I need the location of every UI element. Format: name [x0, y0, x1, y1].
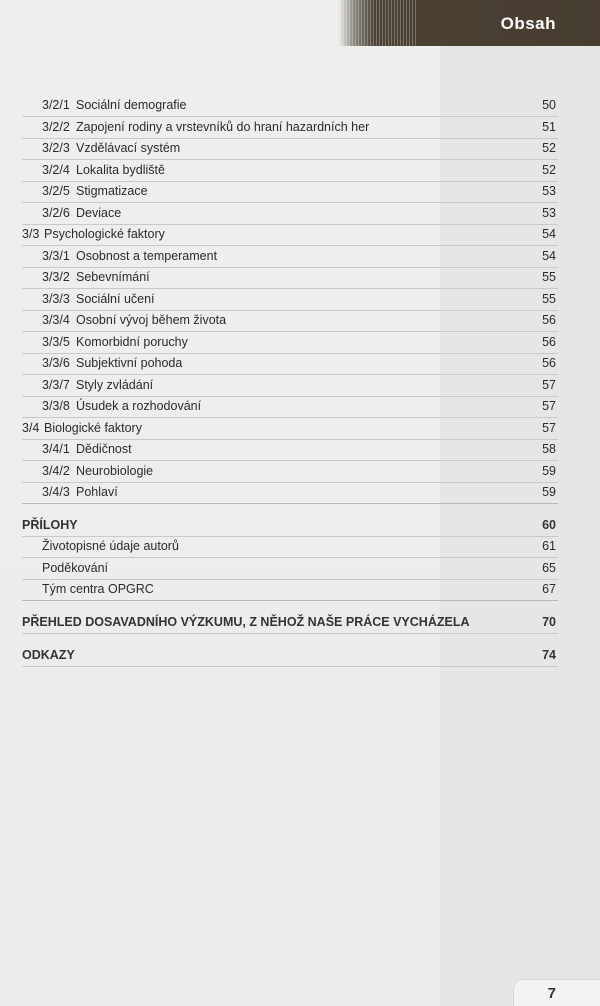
- toc-entry-number: 3/4/2: [42, 463, 70, 478]
- toc-entry[interactable]: [22, 482, 558, 504]
- toc-section-prilohy[interactable]: [22, 514, 558, 537]
- toc-entry-page: 53: [542, 205, 556, 220]
- toc-entry[interactable]: [22, 332, 558, 354]
- toc-entry[interactable]: [22, 138, 558, 160]
- chapter-header-bar: [338, 0, 600, 46]
- toc-appendix-entry[interactable]: [22, 558, 558, 580]
- toc-section-prehled[interactable]: [22, 611, 558, 634]
- toc-entry[interactable]: [22, 439, 558, 461]
- toc-entry-page: 65: [542, 560, 556, 575]
- toc-entry[interactable]: [22, 203, 558, 225]
- toc-entry-title: Osobní vývoj během života: [76, 313, 227, 327]
- toc-entry-title: Pohlaví: [76, 485, 118, 499]
- toc-entry[interactable]: [22, 353, 558, 375]
- toc-section-title: PŘEHLED DOSAVADNÍHO VÝZKUMU, Z NĚHOŽ NAŠE PRÁCE VYCHÁZELA: [22, 615, 470, 629]
- toc-entry-page: 55: [542, 291, 556, 306]
- toc-appendix-entry[interactable]: [22, 579, 558, 601]
- header-stripes: [338, 0, 418, 46]
- toc-entry-title: Zapojení rodiny a vrstevníků do hraní hazardních her: [76, 119, 370, 134]
- page-number-tab: [513, 979, 600, 1006]
- toc-entry-title: Stigmatizace: [76, 184, 148, 198]
- toc-entry-page: 54: [542, 227, 556, 241]
- toc-entry-number: 3/2/6: [42, 205, 70, 220]
- toc-entry-title: Komorbidní poruchy: [76, 334, 188, 349]
- page-number: 7: [547, 985, 556, 1002]
- toc-entry-page: 59: [542, 463, 556, 478]
- chapter-title: Obsah: [500, 14, 556, 33]
- toc-entry-title: Úsudek a rozhodování: [76, 399, 202, 413]
- toc-entry[interactable]: [22, 310, 558, 332]
- toc-entry-page: 56: [542, 334, 556, 349]
- toc-entry-title: Lokalita bydliště: [76, 162, 165, 177]
- toc-entry-number: 3/4/1: [42, 442, 70, 456]
- toc-entry-title: Neurobiologie: [76, 463, 154, 478]
- toc-entry-page: 59: [542, 485, 556, 499]
- toc-entry-title: Vzdělávací systém: [76, 141, 181, 155]
- toc-appendix-entry[interactable]: [22, 536, 558, 558]
- toc-entry-number: 3/4: [22, 420, 40, 435]
- toc-entry-number: 3/3/1: [42, 248, 70, 263]
- toc-entry-title: Sociální učení: [76, 291, 155, 306]
- toc-section-page: 74: [542, 648, 556, 662]
- toc-entry-number: 3/2/5: [42, 184, 70, 198]
- toc-entry[interactable]: [22, 396, 558, 418]
- toc-entry-page: 51: [542, 119, 556, 134]
- toc-section-odkazy[interactable]: [22, 644, 558, 667]
- toc-entry-title: Psychologické faktory: [44, 227, 165, 241]
- toc-entry-number: 3/3/4: [42, 313, 70, 327]
- toc-entry-title: Subjektivní pohoda: [76, 356, 183, 370]
- toc-entry-title: Sebevnímání: [76, 270, 150, 284]
- toc-entry-number: 3/2/4: [42, 162, 70, 177]
- toc-entry[interactable]: [22, 224, 558, 246]
- toc-entry-number: 3/3/6: [42, 356, 70, 370]
- toc-entry-title: Dědičnost: [76, 442, 132, 456]
- toc-entry-number: 3/3/8: [42, 399, 70, 413]
- toc-entry-number: 3/3/2: [42, 270, 70, 284]
- toc-entry-title: Sociální demografie: [76, 98, 187, 112]
- toc-entry-title: Poděkování: [42, 560, 109, 575]
- toc-entry[interactable]: [22, 246, 558, 268]
- toc-section-page: 70: [542, 615, 556, 629]
- toc-entry[interactable]: [22, 418, 558, 440]
- toc-entry[interactable]: [22, 95, 558, 117]
- toc-entry-number: 3/3/5: [42, 334, 70, 349]
- toc-section-page: 60: [542, 518, 556, 532]
- toc-entry[interactable]: [22, 181, 558, 203]
- toc-entry[interactable]: [22, 289, 558, 311]
- toc-entry-title: Tým centra OPGRC: [42, 582, 154, 596]
- toc-entry[interactable]: [22, 375, 558, 397]
- toc-entry-page: 52: [542, 141, 556, 155]
- toc-entry-title: Deviace: [76, 205, 122, 220]
- toc-section-title: PŘÍLOHY: [22, 518, 78, 532]
- toc-entry-page: 55: [542, 270, 556, 284]
- toc-entry-page: 56: [542, 356, 556, 370]
- toc-section-title: ODKAZY: [22, 648, 75, 662]
- toc-entry[interactable]: [22, 461, 558, 483]
- toc-entry-title: Životopisné údaje autorů: [42, 539, 179, 553]
- toc-entry[interactable]: [22, 117, 558, 139]
- toc-entry-number: 3/3: [22, 227, 40, 241]
- toc-entry-number: 3/2/1: [42, 98, 70, 112]
- toc-entry-page: 56: [542, 313, 556, 327]
- toc-entry-number: 3/2/2: [42, 119, 70, 134]
- toc-entry-number: 3/3/7: [42, 377, 70, 392]
- toc-entry-page: 54: [542, 248, 556, 263]
- toc-entry-page: 61: [542, 539, 556, 553]
- toc-entry-number: 3/3/3: [42, 291, 70, 306]
- toc-entry-number: 3/4/3: [42, 485, 70, 499]
- toc-entry-number: 3/2/3: [42, 141, 70, 155]
- toc-entry-page: 53: [542, 184, 556, 198]
- toc-entry-page: 50: [542, 98, 556, 112]
- toc-entry-title: Biologické faktory: [44, 420, 142, 435]
- toc-entry-page: 58: [542, 442, 556, 456]
- toc-entry-page: 57: [542, 377, 556, 392]
- toc-entry-page: 57: [542, 399, 556, 413]
- toc-entry-title: Osobnost a temperament: [76, 248, 218, 263]
- toc-entry[interactable]: [22, 267, 558, 289]
- toc-entry-title: Styly zvládání: [76, 377, 154, 392]
- toc-entry-page: 52: [542, 162, 556, 177]
- toc-entry[interactable]: [22, 160, 558, 182]
- toc-entry-page: 57: [542, 420, 556, 435]
- toc-entry-page: 67: [542, 582, 556, 596]
